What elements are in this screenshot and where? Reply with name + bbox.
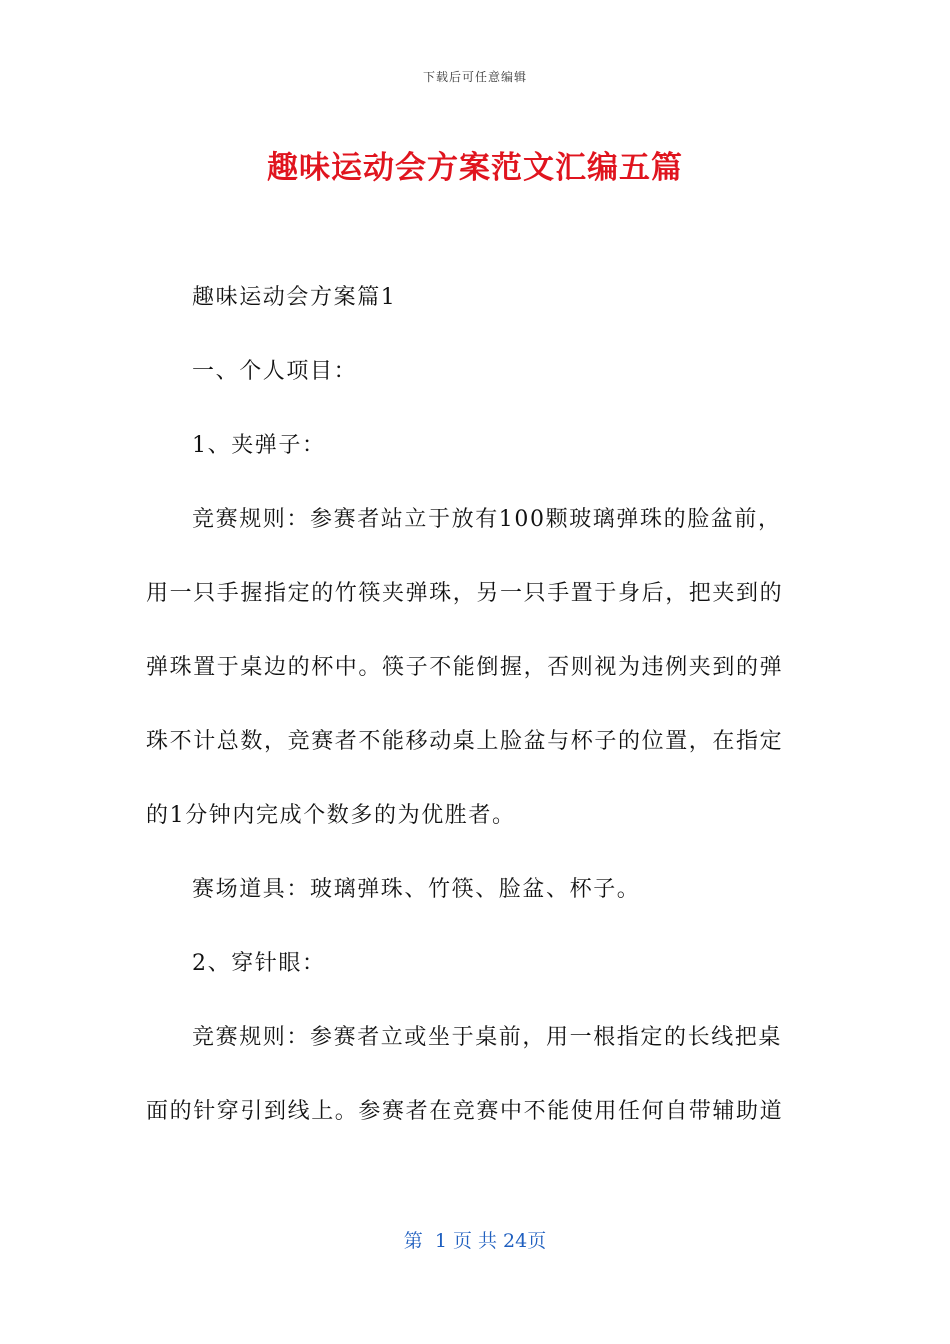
paragraph-line: 赛场道具：玻璃弹珠、竹筷、脸盆、杯子。 [192,877,641,902]
paragraph-line: 竞赛规则：参赛者立或坐于桌前，用一根指定的长线把桌 [192,1025,783,1050]
item-heading: 1、夹弹子： [192,433,326,458]
subsection-heading: 一、个人项目： [192,359,358,384]
section-heading: 趣味运动会方案篇1 [192,285,397,310]
paragraph-line: 弹珠置于桌边的杯中。筷子不能倒握，否则视为违例夹到的弹 [146,655,784,680]
document-body [146,268,796,1156]
header-note: 下载后可任意编辑 [422,70,527,84]
paragraph-line: 竞赛规则：参赛者站立于放有100颗玻璃弹珠的脸盆前， [192,507,782,532]
paragraph-line: 的1分钟内完成个数多的为优胜者。 [146,803,516,828]
document-title: 趣味运动会方案范文汇编五篇 [267,150,683,186]
page-number-footer: 第 1 页 共 24页 [403,1230,547,1252]
paragraph-line: 用一只手握指定的竹筷夹弹珠，另一只手置于身后，把夹到的 [146,581,784,606]
paragraph-line: 珠不计总数，竞赛者不能移动桌上脸盆与杯子的位置，在指定 [146,729,784,754]
paragraph-line: 面的针穿引到线上。参赛者在竞赛中不能使用任何自带辅助道 [146,1099,784,1124]
item-heading: 2、穿针眼： [192,951,326,976]
